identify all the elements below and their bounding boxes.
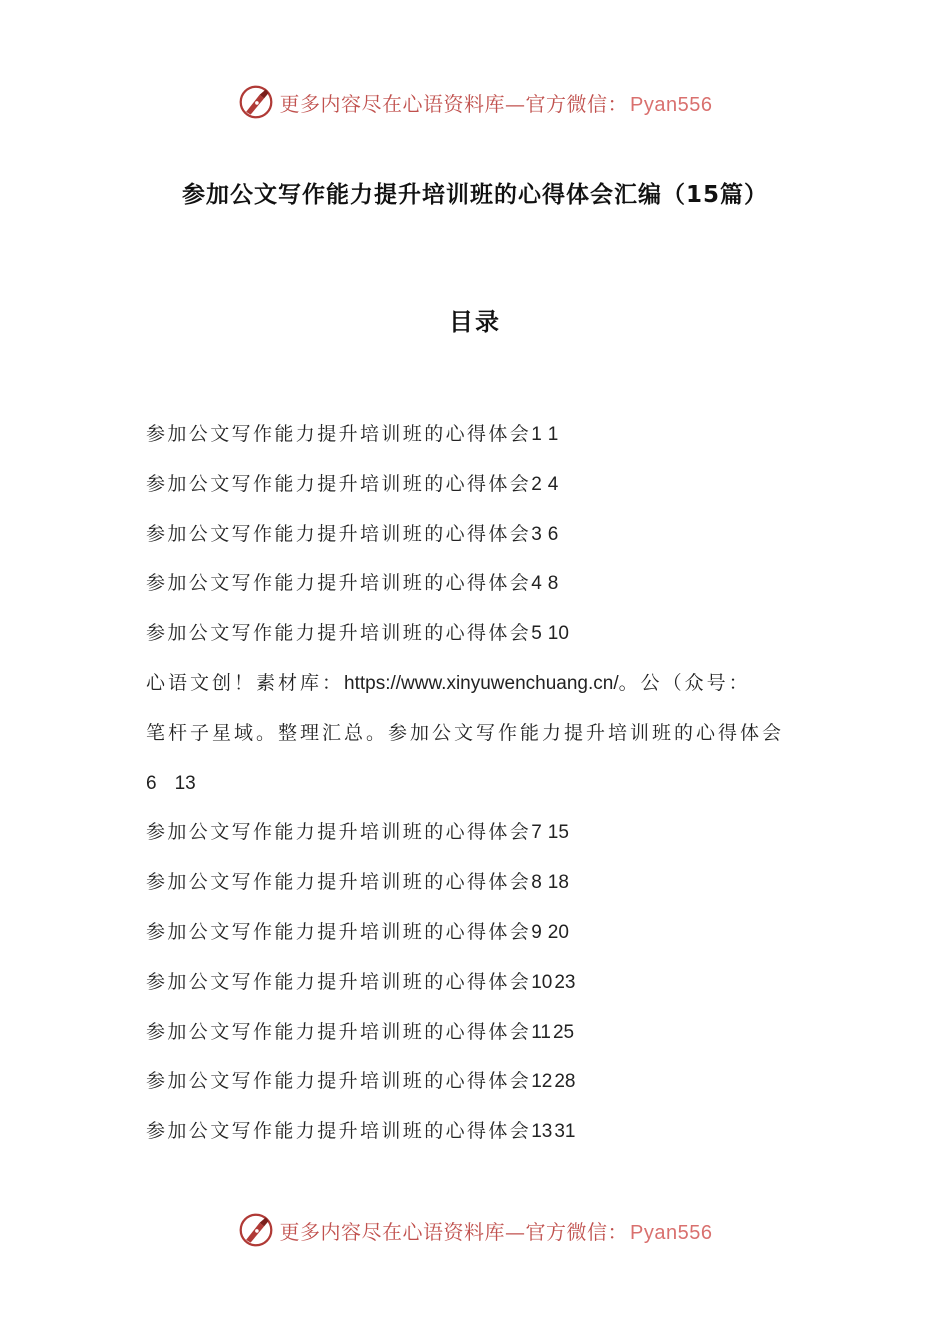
toc-entry[interactable]: 参加公文写作能力提升培训班的心得体会3 6 bbox=[146, 522, 559, 545]
toc-entry[interactable]: 参加公文写作能力提升培训班的心得体会8 18 bbox=[146, 871, 569, 894]
pen-nib-logo-icon bbox=[238, 84, 274, 120]
document-title: 参加公文写作能力提升培训班的心得体会汇编（15篇） bbox=[181, 182, 768, 208]
toc-entry[interactable]: 参加公文写作能力提升培训班的心得体会2 4 bbox=[146, 472, 559, 495]
header-banner bbox=[0, 80, 950, 124]
toc-entry[interactable]: 参加公文写作能力提升培训班的心得体会12 28 bbox=[146, 1070, 576, 1093]
toc-entry-inserted-line-2: 笔杆子星域。整理汇总。参加公文写作能力提升培训班的心得体会 bbox=[146, 721, 785, 744]
wechat-id: Pyan556 bbox=[630, 1221, 713, 1244]
pen-nib-logo-icon bbox=[238, 1212, 274, 1248]
table-of-contents bbox=[146, 410, 816, 1157]
toc-entry-inserted-line-1: 心语文创！素材库：https://www.xinyuwenchuang.cn/。公（众号： bbox=[146, 671, 751, 694]
toc-entry[interactable]: 参加公文写作能力提升培训班的心得体会11 25 bbox=[146, 1020, 575, 1043]
toc-heading: 目录 bbox=[449, 308, 501, 336]
wechat-id: Pyan556 bbox=[630, 93, 713, 116]
source-url-link[interactable]: https://www.xinyuwenchuang.cn/ bbox=[344, 672, 619, 694]
toc-entry[interactable]: 参加公文写作能力提升培训班的心得体会10 23 bbox=[146, 970, 576, 993]
banner-text: 更多内容尽在心语资料库—官方微信： Pyan556 bbox=[279, 91, 713, 116]
toc-entry[interactable]: 参加公文写作能力提升培训班的心得体会13 31 bbox=[146, 1120, 576, 1143]
toc-entry[interactable]: 参加公文写作能力提升培训班的心得体会5 10 bbox=[146, 622, 569, 645]
toc-entry[interactable]: 参加公文写作能力提升培训班的心得体会9 20 bbox=[146, 920, 569, 943]
toc-entry[interactable]: 参加公文写作能力提升培训班的心得体会4 8 bbox=[146, 572, 559, 595]
toc-entry[interactable]: 参加公文写作能力提升培训班的心得体会1 1 bbox=[146, 423, 559, 445]
footer-banner bbox=[0, 1208, 950, 1252]
toc-entry[interactable]: 参加公文写作能力提升培训班的心得体会7 15 bbox=[146, 821, 569, 844]
banner-text: 更多内容尽在心语资料库—官方微信： Pyan556 bbox=[279, 1219, 713, 1244]
toc-entry[interactable]: 6 13 bbox=[146, 772, 196, 794]
